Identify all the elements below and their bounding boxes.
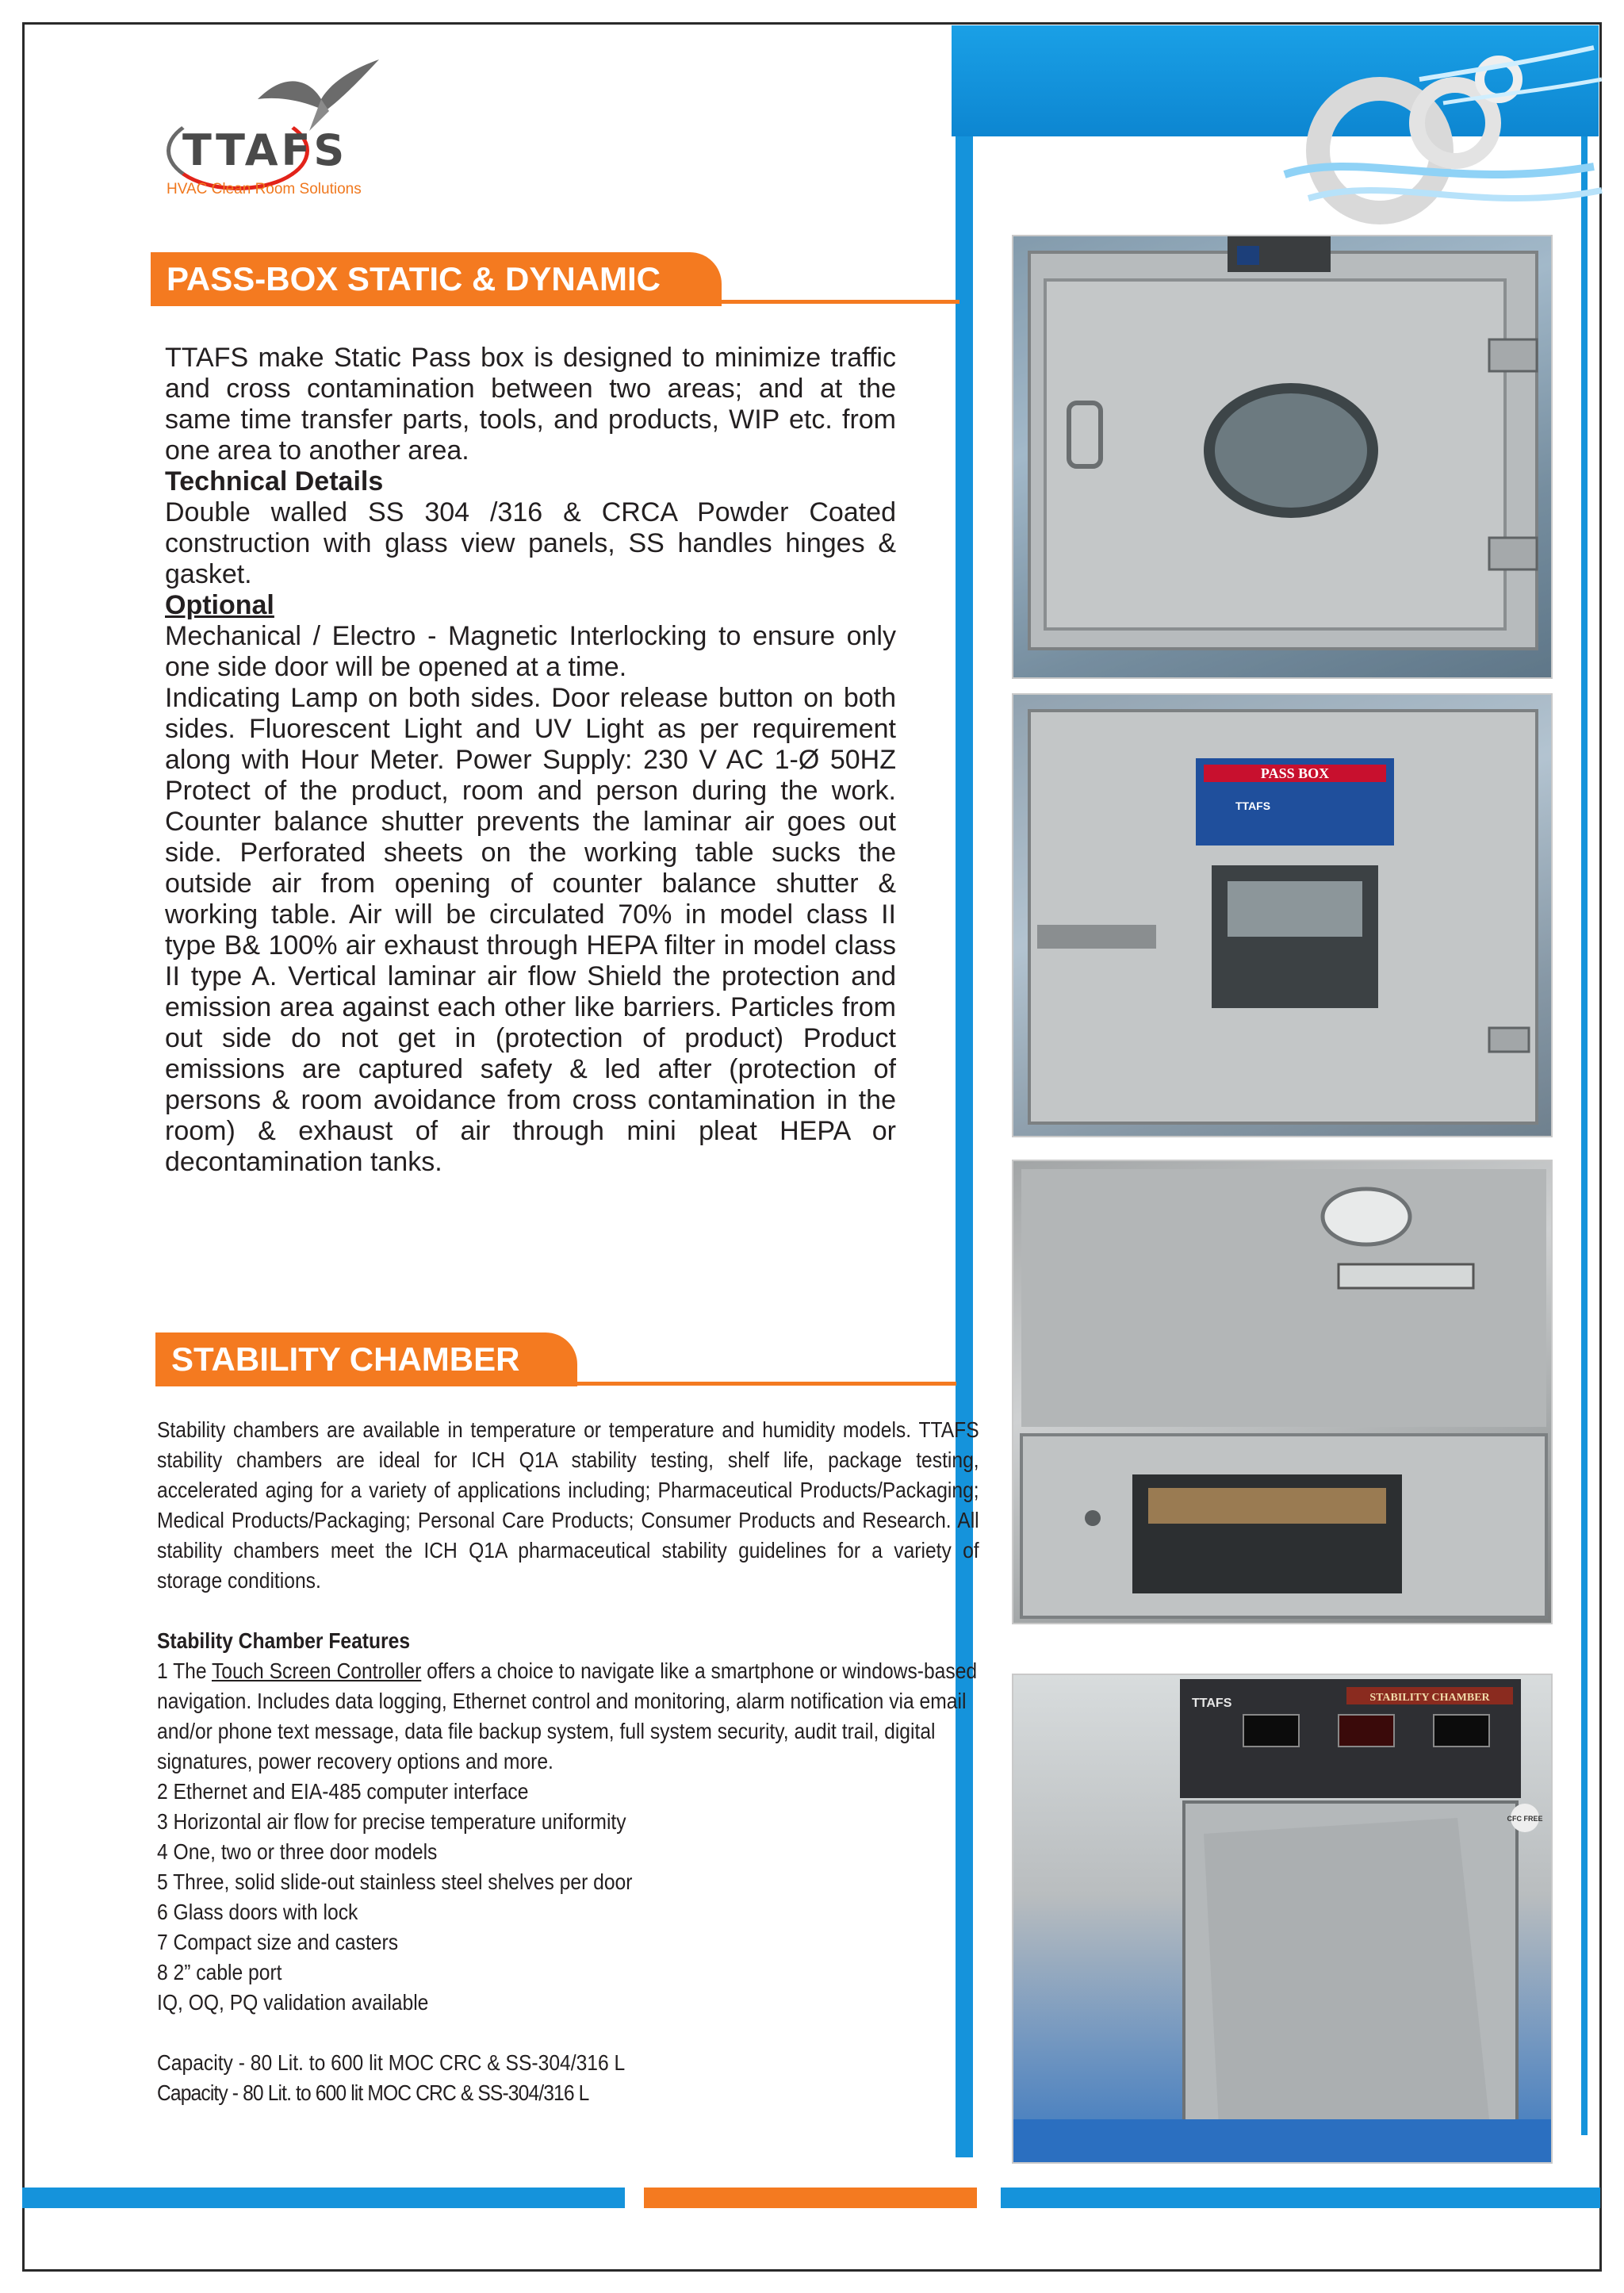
passbox-door-illustration <box>1013 236 1553 679</box>
stability-chamber-illustration <box>1013 1161 1553 1624</box>
spacer <box>157 1596 979 1626</box>
feature-item: 5 Three, solid slide-out stainless steel shelves per door <box>157 1869 633 1894</box>
optional-body-1: Mechanical / Electro - Magnetic Interlocking to ensure only one side door will be opened at a time. <box>165 621 896 682</box>
stability-chamber-controller-illustration <box>1013 1675 1553 2164</box>
feature-item: 8 2” cable port <box>157 1960 282 1984</box>
section-title-stability: STABILITY CHAMBER <box>155 1332 577 1386</box>
capacity-line-2: Capacity - 80 Lit. to 600 lit MOC CRC & SS-304/316 L <box>157 2080 589 2105</box>
feature-1 <box>157 1656 979 1777</box>
section-rule-passbox <box>151 300 959 304</box>
footer-bar-center <box>644 2188 977 2208</box>
photo-stability-chamber-controller <box>1012 1674 1553 2164</box>
right-edge-bar <box>1581 136 1588 2135</box>
photo-passbox-labeled <box>1012 693 1553 1137</box>
cfc-free-badge: CFC FREE <box>1507 1815 1543 1823</box>
chamber-logo-text: TTAFS <box>1192 1697 1232 1710</box>
validation-note: IQ, OQ, PQ validation available <box>157 1990 429 2015</box>
feature-1-rest: offers a choice to navigate like a smartphone or windows-based navigation. Includes data logging, Ethernet control and monitoring, alarm notification via email and/or phone text message, data file backup system, full system security, audit trail, digital signatures, power recovery options and more. <box>157 1658 978 1773</box>
photo-passbox-round-window <box>1012 235 1553 679</box>
footer-bar-left <box>22 2188 625 2208</box>
capacity-line-1: Capacity - 80 Lit. to 600 lit MOC CRC & SS-304/316 L <box>157 2050 626 2075</box>
section-rule-stability <box>155 1382 956 1386</box>
passbox-intro: TTAFS make Static Pass box is designed to minimize traffic and cross contamination between two areas; and at the same time transfer parts, tools, and products, WIP etc. from one area to another area. <box>165 343 896 466</box>
chamber-label-text: STABILITY CHAMBER <box>1369 1692 1490 1704</box>
tech-details-body: Double walled SS 304 /316 & CRCA Powder Coated construction with glass view panels, SS handles hinges & gasket. <box>165 497 896 589</box>
optional-heading: Optional <box>165 590 274 620</box>
passbox-label-logo: TTAFS <box>1235 799 1271 812</box>
feature-1-prefix: 1 The <box>157 1658 212 1683</box>
optional-body-2: Indicating Lamp on both sides. Door release button on both sides. Fluorescent Light and UV Light as per requirement along with Hour Meter. Power Supply: 230 V AC 1-Ø 50HZ Protect of the product, room and person during the work. Counter balance shutter prevents the laminar air goes out side. Perforated sheets on the working table sucks the outside air from opening of counter balance shutter & working table. Air will be circulated 70% in model class II type B& 100% air exhaust through HEPA filter in model class II type A. Vertical laminar air flow Shield the protection and emission area against each other like barriers. Particles from out side do not get in (protection of product) Product emissions are captured safety & led after (protection of persons & room avoidance from cross contamination in the room) & exhaust of air through mini pleat HEPA or decontamination tanks. <box>165 683 896 1177</box>
section-title-passbox: PASS-BOX STATIC & DYNAMIC <box>151 252 722 306</box>
spacer <box>157 2018 979 2048</box>
stability-intro: Stability chambers are available in temperature or temperature and humidity models. TTAFS stability chambers are ideal for ICH Q1A stability testing, shelf life, package testing, accelerated aging for a variety of applications including; Pharmaceutical Products/Packaging; Medical Products/Packaging; Personal Care Products; Consumer Products and Research. All stability chambers meet the ICH Q1A pharmaceutical stability guidelines for a variety of storage conditions. <box>157 1417 979 1593</box>
feature-item: 2 Ethernet and EIA-485 computer interface <box>157 1779 529 1804</box>
logo-wordmark: TTAFS <box>182 125 348 175</box>
feature-item: 7 Compact size and casters <box>157 1930 399 1954</box>
logo-tagline: HVAC Clean Room Solutions <box>167 181 362 197</box>
passbox-label-text: PASS BOX <box>1260 765 1330 781</box>
photo-stability-chamber-tall <box>1012 1160 1553 1624</box>
feature-item: 4 One, two or three door models <box>157 1839 438 1864</box>
swirl-decoration <box>1261 32 1610 230</box>
feature-item: 3 Horizontal air flow for precise temperature uniformity <box>157 1809 626 1834</box>
touch-screen-controller-link[interactable]: Touch Screen Controller <box>211 1658 422 1683</box>
feature-item: 6 Glass doors with lock <box>157 1900 358 1924</box>
tech-details-heading: Technical Details <box>165 466 384 497</box>
features-heading: Stability Chamber Features <box>157 1628 411 1653</box>
passbox-labeled-illustration <box>1013 695 1553 1137</box>
footer-bar-right <box>1001 2188 1600 2208</box>
brand-logo <box>119 48 381 206</box>
stability-description <box>157 1415 979 2108</box>
passbox-description <box>165 343 896 1178</box>
